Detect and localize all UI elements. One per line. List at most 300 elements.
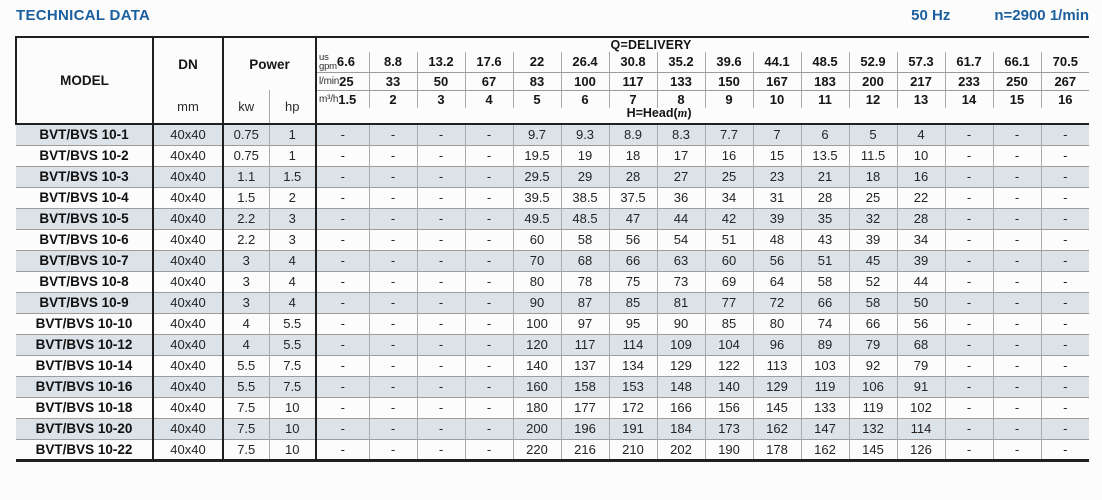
kw-unit-label: kw: [223, 90, 269, 124]
flow-value-cell: 200: [849, 72, 897, 90]
head-value-cell: -: [316, 292, 369, 313]
dn-column-header: DN: [153, 37, 223, 90]
head-value-cell: -: [417, 124, 465, 145]
head-value-cell: 132: [849, 418, 897, 439]
flow-value-cell: 12: [849, 90, 897, 108]
head-value-cell: -: [945, 187, 993, 208]
head-value-cell: -: [1041, 271, 1089, 292]
flow-value-cell: 3: [417, 90, 465, 108]
head-value-cell: -: [945, 166, 993, 187]
kw-cell: 2.2: [223, 229, 269, 250]
head-value-cell: -: [369, 124, 417, 145]
hp-cell: 4: [269, 271, 316, 292]
head-value-cell: 6: [801, 124, 849, 145]
head-value-cell: 68: [897, 334, 945, 355]
kw-cell: 3: [223, 271, 269, 292]
flow-value-cell: 6: [561, 90, 609, 108]
head-value-cell: 58: [849, 292, 897, 313]
head-value-cell: 162: [753, 418, 801, 439]
head-value-cell: -: [993, 439, 1041, 460]
head-value-cell: -: [1041, 208, 1089, 229]
head-value-cell: 81: [657, 292, 705, 313]
head-value-cell: 79: [849, 334, 897, 355]
head-value-cell: -: [1041, 355, 1089, 376]
flow-value-cell: 52.9: [849, 52, 897, 72]
head-value-cell: -: [993, 313, 1041, 334]
head-value-cell: -: [316, 250, 369, 271]
head-value-cell: 90: [657, 313, 705, 334]
head-value-cell: 25: [705, 166, 753, 187]
head-value-cell: -: [993, 229, 1041, 250]
head-value-cell: -: [417, 418, 465, 439]
head-value-cell: 44: [657, 208, 705, 229]
head-value-cell: 15: [753, 145, 801, 166]
flow-value-cell: 30.8: [609, 52, 657, 72]
kw-cell: 5.5: [223, 355, 269, 376]
head-value-cell: -: [465, 124, 513, 145]
head-value-cell: 35: [801, 208, 849, 229]
head-unit-label: H=Head(m): [626, 108, 692, 120]
dn-cell: 40x40: [153, 439, 223, 460]
dn-cell: 40x40: [153, 166, 223, 187]
head-value-cell: -: [465, 439, 513, 460]
head-value-cell: -: [945, 292, 993, 313]
flow-value-cell: 13.2: [417, 52, 465, 72]
head-value-cell: 129: [657, 355, 705, 376]
head-value-cell: -: [993, 397, 1041, 418]
lmin-first-value: 25: [339, 74, 354, 90]
head-value-cell: 68: [561, 250, 609, 271]
hp-cell: 10: [269, 397, 316, 418]
model-column-header: MODEL: [16, 37, 153, 124]
head-value-cell: -: [316, 439, 369, 460]
table-row: [16, 208, 1089, 229]
lmin-unit-cell: [316, 72, 369, 90]
head-value-cell: 72: [753, 292, 801, 313]
head-value-cell: 100: [513, 313, 561, 334]
head-value-cell: -: [316, 355, 369, 376]
head-value-cell: 22: [897, 187, 945, 208]
head-value-cell: 74: [801, 313, 849, 334]
flow-value-cell: 33: [369, 72, 417, 90]
head-value-cell: 87: [561, 292, 609, 313]
head-value-cell: -: [945, 271, 993, 292]
head-value-cell: 56: [753, 250, 801, 271]
head-value-cell: 56: [897, 313, 945, 334]
hp-cell: 10: [269, 439, 316, 460]
hp-cell: 7.5: [269, 376, 316, 397]
head-value-cell: 16: [705, 145, 753, 166]
head-value-cell: -: [316, 229, 369, 250]
model-cell: BVT/BVS 10-20: [16, 418, 153, 439]
head-value-cell: 70: [513, 250, 561, 271]
head-value-cell: -: [993, 166, 1041, 187]
head-value-cell: 85: [609, 292, 657, 313]
head-value-cell: -: [417, 313, 465, 334]
head-value-cell: -: [465, 418, 513, 439]
head-value-cell: 153: [609, 376, 657, 397]
head-value-cell: -: [465, 271, 513, 292]
head-value-cell: 16: [897, 166, 945, 187]
flow-value-cell: 5: [513, 90, 561, 108]
table-row: [16, 124, 1089, 145]
flow-value-cell: 39.6: [705, 52, 753, 72]
m3h-unit-cell: [316, 90, 369, 108]
head-value-cell: 50: [897, 292, 945, 313]
head-value-cell: 133: [801, 397, 849, 418]
head-value-cell: -: [316, 334, 369, 355]
flow-value-cell: 50: [417, 72, 465, 90]
head-value-cell: 73: [657, 271, 705, 292]
head-value-cell: 147: [801, 418, 849, 439]
head-value-cell: -: [417, 271, 465, 292]
head-value-cell: 92: [849, 355, 897, 376]
model-cell: BVT/BVS 10-14: [16, 355, 153, 376]
head-value-cell: -: [316, 313, 369, 334]
flow-value-cell: 57.3: [897, 52, 945, 72]
head-value-cell: 52: [849, 271, 897, 292]
flow-value-cell: 10: [753, 90, 801, 108]
head-value-cell: 200: [513, 418, 561, 439]
head-value-cell: 28: [897, 208, 945, 229]
table-row: [16, 334, 1089, 355]
head-value-cell: 117: [561, 334, 609, 355]
head-value-cell: 34: [705, 187, 753, 208]
model-cell: BVT/BVS 10-3: [16, 166, 153, 187]
hp-cell: 7.5: [269, 355, 316, 376]
head-value-cell: -: [417, 397, 465, 418]
head-value-cell: 8.3: [657, 124, 705, 145]
head-value-cell: -: [465, 334, 513, 355]
head-value-cell: -: [1041, 397, 1089, 418]
flow-value-cell: 7: [609, 90, 657, 108]
table-row: [16, 313, 1089, 334]
hp-cell: 5.5: [269, 313, 316, 334]
head-value-cell: 48: [753, 229, 801, 250]
head-value-cell: -: [369, 397, 417, 418]
head-value-cell: -: [1041, 313, 1089, 334]
head-value-cell: 75: [609, 271, 657, 292]
head-value-cell: -: [417, 208, 465, 229]
dn-cell: 40x40: [153, 397, 223, 418]
head-value-cell: -: [465, 355, 513, 376]
model-cell: BVT/BVS 10-18: [16, 397, 153, 418]
model-cell: BVT/BVS 10-1: [16, 124, 153, 145]
frequency-value: 50 Hz: [911, 7, 951, 24]
table-row: [16, 355, 1089, 376]
kw-cell: 5.5: [223, 376, 269, 397]
hp-cell: 2: [269, 187, 316, 208]
head-value-cell: -: [993, 208, 1041, 229]
head-value-cell: 85: [705, 313, 753, 334]
head-value-cell: 47: [609, 208, 657, 229]
head-value-cell: 137: [561, 355, 609, 376]
kw-cell: 3: [223, 292, 269, 313]
head-value-cell: 17: [657, 145, 705, 166]
head-value-cell: 9.7: [513, 124, 561, 145]
usgpm-unit-cell: [316, 52, 369, 72]
flow-value-cell: 61.7: [945, 52, 993, 72]
page-title: TECHNICAL DATA: [16, 7, 151, 24]
head-value-cell: 134: [609, 355, 657, 376]
flow-value-cell: 35.2: [657, 52, 705, 72]
speed-value: n=2900 1/min: [994, 7, 1089, 24]
flow-value-cell: 44.1: [753, 52, 801, 72]
head-value-cell: -: [465, 376, 513, 397]
head-value-cell: -: [1041, 439, 1089, 460]
head-value-cell: -: [417, 166, 465, 187]
head-value-cell: -: [465, 166, 513, 187]
head-value-cell: 113: [753, 355, 801, 376]
head-value-cell: 145: [753, 397, 801, 418]
hp-unit-label: hp: [269, 90, 316, 124]
dn-cell: 40x40: [153, 418, 223, 439]
head-value-cell: 103: [801, 355, 849, 376]
head-value-cell: -: [945, 355, 993, 376]
head-value-cell: 29.5: [513, 166, 561, 187]
head-value-cell: 172: [609, 397, 657, 418]
flow-value-cell: 16: [1041, 90, 1089, 108]
m3h-row: [16, 90, 1089, 108]
flow-value-cell: 15: [993, 90, 1041, 108]
head-value-cell: -: [945, 229, 993, 250]
head-value-cell: 129: [753, 376, 801, 397]
head-value-cell: 19.5: [513, 145, 561, 166]
kw-cell: 0.75: [223, 124, 269, 145]
head-value-cell: -: [417, 376, 465, 397]
head-value-cell: 220: [513, 439, 561, 460]
flow-value-cell: 250: [993, 72, 1041, 90]
head-value-cell: -: [316, 376, 369, 397]
head-value-cell: -: [316, 271, 369, 292]
head-value-cell: 13.5: [801, 145, 849, 166]
table-row: [16, 271, 1089, 292]
table-row: [16, 397, 1089, 418]
head-value-cell: -: [993, 376, 1041, 397]
head-value-cell: -: [465, 313, 513, 334]
head-value-cell: 29: [561, 166, 609, 187]
head-value-cell: -: [993, 145, 1041, 166]
kw-cell: 0.75: [223, 145, 269, 166]
head-value-cell: -: [417, 292, 465, 313]
model-cell: BVT/BVS 10-12: [16, 334, 153, 355]
head-value-cell: 43: [801, 229, 849, 250]
dn-cell: 40x40: [153, 229, 223, 250]
head-value-cell: 210: [609, 439, 657, 460]
model-cell: BVT/BVS 10-6: [16, 229, 153, 250]
head-value-cell: -: [1041, 166, 1089, 187]
head-value-cell: -: [316, 208, 369, 229]
head-value-cell: 39.5: [513, 187, 561, 208]
head-value-cell: 28: [609, 166, 657, 187]
head-value-cell: 202: [657, 439, 705, 460]
hp-cell: 4: [269, 250, 316, 271]
flow-value-cell: 217: [897, 72, 945, 90]
head-value-cell: 63: [657, 250, 705, 271]
power-column-header: Power: [223, 37, 316, 90]
head-value-cell: -: [945, 145, 993, 166]
flow-value-cell: 48.5: [801, 52, 849, 72]
head-value-cell: 102: [897, 397, 945, 418]
head-value-cell: -: [993, 292, 1041, 313]
kw-cell: 4: [223, 313, 269, 334]
head-value-cell: 78: [561, 271, 609, 292]
table-row: [16, 229, 1089, 250]
head-value-cell: -: [945, 439, 993, 460]
model-cell: BVT/BVS 10-8: [16, 271, 153, 292]
lmin-unit-label: l/min: [319, 75, 340, 87]
head-value-cell: 96: [753, 334, 801, 355]
head-value-cell: 114: [897, 418, 945, 439]
head-value-cell: 91: [897, 376, 945, 397]
flow-value-cell: 70.5: [1041, 52, 1089, 72]
head-value-cell: 120: [513, 334, 561, 355]
head-value-cell: -: [369, 355, 417, 376]
head-value-cell: 51: [705, 229, 753, 250]
head-value-cell: 7.7: [705, 124, 753, 145]
head-value-cell: 37.5: [609, 187, 657, 208]
head-value-cell: 9.3: [561, 124, 609, 145]
head-value-cell: 77: [705, 292, 753, 313]
head-value-cell: 66: [609, 250, 657, 271]
flow-value-cell: 2: [369, 90, 417, 108]
head-value-cell: 184: [657, 418, 705, 439]
model-cell: BVT/BVS 10-2: [16, 145, 153, 166]
head-value-cell: 42: [705, 208, 753, 229]
head-value-cell: 39: [897, 250, 945, 271]
flow-value-cell: 100: [561, 72, 609, 90]
flow-value-cell: 167: [753, 72, 801, 90]
head-value-cell: -: [369, 439, 417, 460]
head-value-cell: -: [417, 145, 465, 166]
head-value-cell: 106: [849, 376, 897, 397]
head-value-cell: 45: [849, 250, 897, 271]
head-value-cell: 56: [609, 229, 657, 250]
head-value-cell: -: [1041, 187, 1089, 208]
head-value-cell: 28: [801, 187, 849, 208]
head-value-cell: 21: [801, 166, 849, 187]
head-value-cell: 64: [753, 271, 801, 292]
head-value-cell: -: [465, 208, 513, 229]
head-value-cell: 97: [561, 313, 609, 334]
head-value-cell: 216: [561, 439, 609, 460]
head-value-cell: -: [369, 166, 417, 187]
dn-cell: 40x40: [153, 271, 223, 292]
head-value-cell: -: [417, 250, 465, 271]
kw-cell: 7.5: [223, 418, 269, 439]
kw-cell: 1.5: [223, 187, 269, 208]
hp-cell: 1.5: [269, 166, 316, 187]
head-value-cell: -: [369, 187, 417, 208]
head-value-cell: 19: [561, 145, 609, 166]
dn-cell: 40x40: [153, 292, 223, 313]
flow-value-cell: 133: [657, 72, 705, 90]
head-value-cell: 34: [897, 229, 945, 250]
head-value-cell: -: [369, 229, 417, 250]
head-value-cell: -: [993, 187, 1041, 208]
kw-cell: 4: [223, 334, 269, 355]
head-value-cell: 114: [609, 334, 657, 355]
head-value-cell: 89: [801, 334, 849, 355]
hp-cell: 5.5: [269, 334, 316, 355]
model-cell: BVT/BVS 10-22: [16, 439, 153, 460]
flow-value-cell: 14: [945, 90, 993, 108]
model-cell: BVT/BVS 10-5: [16, 208, 153, 229]
head-value-cell: 27: [657, 166, 705, 187]
head-value-cell: 32: [849, 208, 897, 229]
table-body: [16, 124, 1089, 460]
flow-value-cell: 267: [1041, 72, 1089, 90]
head-value-cell: 5: [849, 124, 897, 145]
head-value-cell: -: [369, 145, 417, 166]
head-value-cell: -: [465, 397, 513, 418]
flow-value-cell: 26.4: [561, 52, 609, 72]
head-value-cell: 36: [657, 187, 705, 208]
table-row: [16, 418, 1089, 439]
head-value-cell: 162: [801, 439, 849, 460]
head-value-cell: 196: [561, 418, 609, 439]
head-value-cell: -: [369, 271, 417, 292]
head-value-cell: -: [369, 250, 417, 271]
head-value-cell: 23: [753, 166, 801, 187]
head-value-cell: 140: [513, 355, 561, 376]
head-value-cell: 48.5: [561, 208, 609, 229]
head-unit-cell: [316, 108, 1089, 124]
head-value-cell: 126: [897, 439, 945, 460]
head-value-cell: 39: [849, 229, 897, 250]
flow-value-cell: 9: [705, 90, 753, 108]
title-bar: [16, 7, 1089, 24]
head-value-cell: -: [1041, 292, 1089, 313]
head-value-cell: -: [945, 208, 993, 229]
head-value-cell: -: [945, 313, 993, 334]
head-value-cell: 7: [753, 124, 801, 145]
table-header: [16, 37, 1089, 124]
table-row: [16, 187, 1089, 208]
head-value-cell: 119: [849, 397, 897, 418]
dn-cell: 40x40: [153, 124, 223, 145]
head-value-cell: 51: [801, 250, 849, 271]
head-value-cell: 31: [753, 187, 801, 208]
head-value-cell: -: [369, 418, 417, 439]
head-value-cell: 148: [657, 376, 705, 397]
head-value-cell: -: [465, 187, 513, 208]
head-value-cell: -: [993, 271, 1041, 292]
dn-cell: 40x40: [153, 334, 223, 355]
hp-cell: 1: [269, 124, 316, 145]
flow-value-cell: 8: [657, 90, 705, 108]
head-value-cell: 80: [513, 271, 561, 292]
head-value-cell: 104: [705, 334, 753, 355]
head-value-cell: -: [993, 418, 1041, 439]
flow-value-cell: 4: [465, 90, 513, 108]
flow-value-cell: 66.1: [993, 52, 1041, 72]
kw-cell: 2.2: [223, 208, 269, 229]
head-value-cell: 69: [705, 271, 753, 292]
head-value-cell: 180: [513, 397, 561, 418]
head-value-cell: 11.5: [849, 145, 897, 166]
head-value-cell: -: [417, 187, 465, 208]
flow-value-cell: 67: [465, 72, 513, 90]
head-value-cell: 140: [705, 376, 753, 397]
head-value-cell: 38.5: [561, 187, 609, 208]
head-value-cell: 80: [753, 313, 801, 334]
flow-value-cell: 11: [801, 90, 849, 108]
head-value-cell: -: [316, 418, 369, 439]
head-value-cell: 190: [705, 439, 753, 460]
head-value-cell: -: [369, 292, 417, 313]
hp-cell: 4: [269, 292, 316, 313]
